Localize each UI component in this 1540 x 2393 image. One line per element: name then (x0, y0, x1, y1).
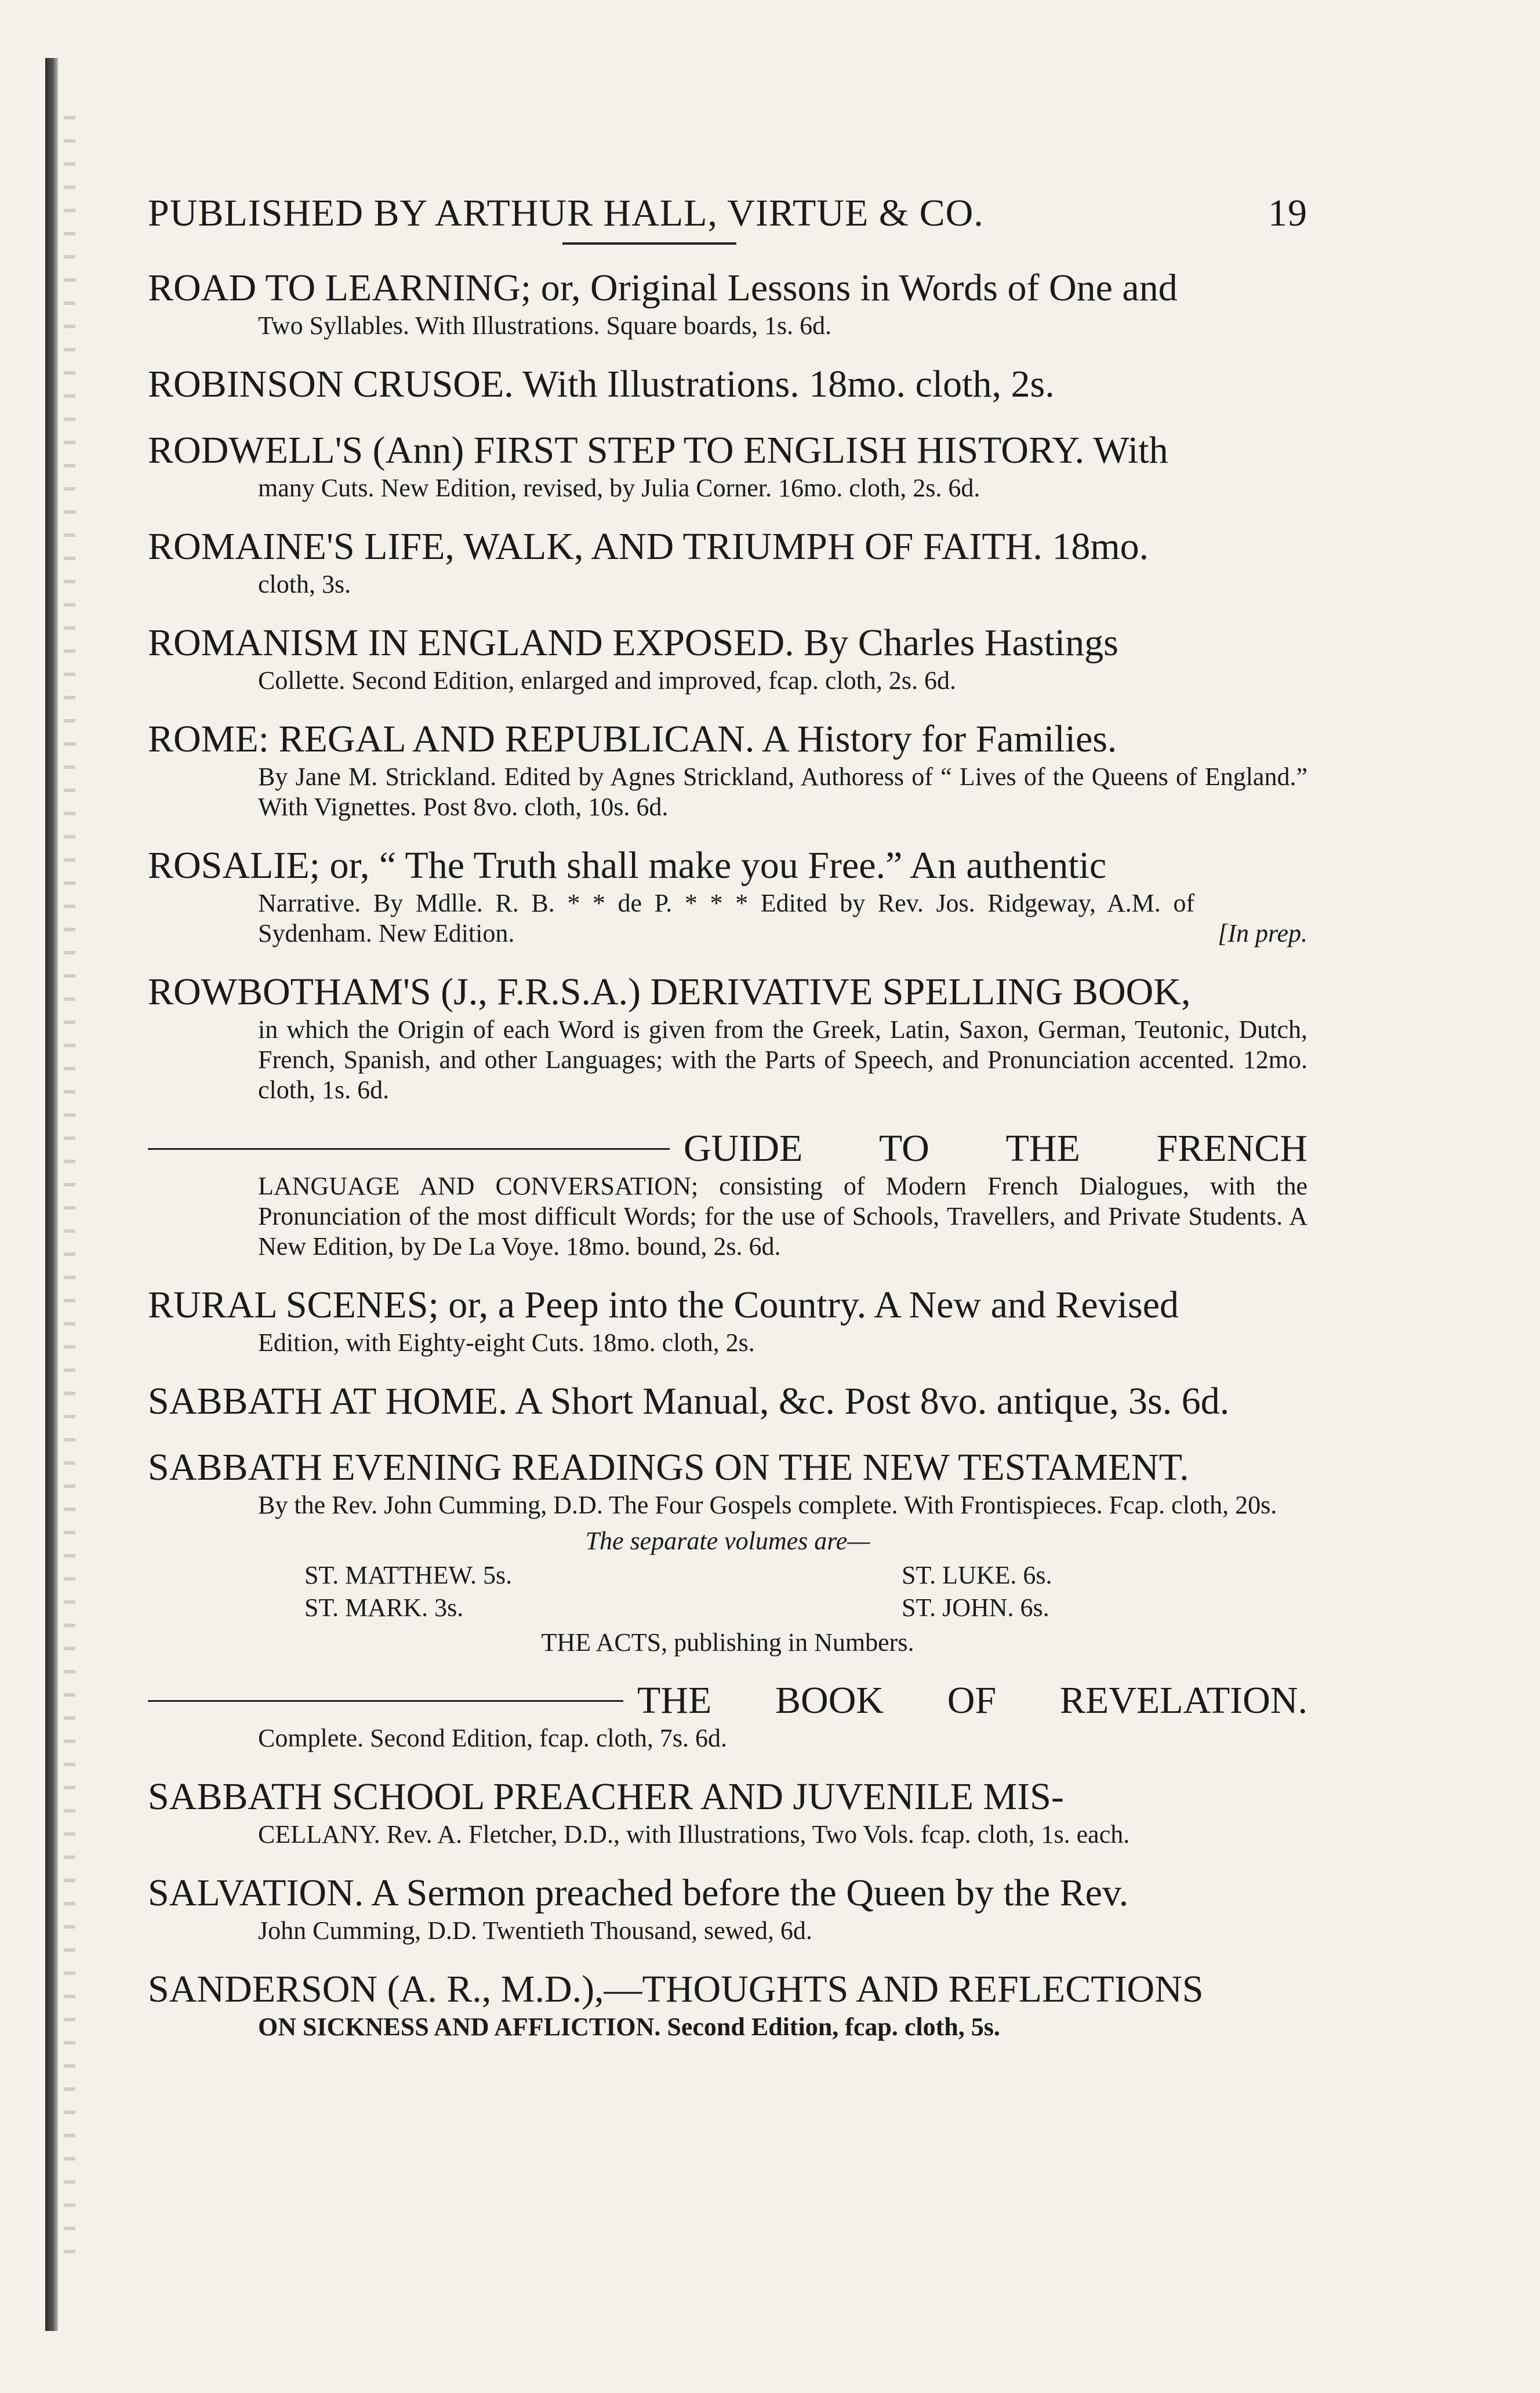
heading-word: THE (1005, 1127, 1080, 1170)
volume-item: ST. MATTHEW. 5s. (304, 1561, 513, 1589)
entry-details: John Cumming, D.D. Twentieth Thousand, sewed, 6d. (258, 1916, 812, 1945)
catalogue-entry (148, 1283, 1307, 1358)
heading-word: TO (879, 1127, 929, 1170)
entry-heading (637, 1678, 1307, 1723)
entry-details: CELLANY. Rev. A. Fletcher, D.D., with Illustrations, Two Vols. fcap. cloth, 1s. each. (258, 1820, 1130, 1849)
entry-heading: ROMANISM IN ENGLAND EXPOSED. By Charles Hastings (148, 622, 1118, 664)
heading-word: FRENCH (1156, 1127, 1307, 1170)
catalogue-entry (148, 969, 1307, 1105)
catalogue-entry (148, 362, 1307, 407)
catalogue-entry (148, 1967, 1307, 2042)
entry-heading: ROBINSON CRUSOE. With Illustrations. 18mo. cloth, 2s. (148, 363, 1055, 405)
entry-heading: SABBATH EVENING READINGS ON THE NEW TESTAMENT. (148, 1446, 1189, 1488)
volume-item: ST. JOHN. 6s. (902, 1593, 1049, 1622)
entry-heading: ROME: REGAL AND REPUBLICAN. A History for Families. (148, 718, 1117, 760)
volumes-list (148, 1559, 1307, 1624)
catalogue-entry (148, 524, 1307, 600)
header-title: PUBLISHED BY ARTHUR HALL, VIRTUE & CO. (148, 192, 984, 234)
entry-heading: ROMAINE'S LIFE, WALK, AND TRIUMPH OF FAITH. 18mo. (148, 525, 1149, 568)
volumes-note: The separate volumes are— (585, 1527, 870, 1555)
entry-heading: SALVATION. A Sermon preached before the Queen by the Rev. (148, 1872, 1129, 1914)
entry-heading: SABBATH AT HOME. A Short Manual, &c. Post 8vo. antique, 3s. 6d. (148, 1380, 1230, 1422)
entry-details: By the Rev. John Cumming, D.D. The Four Gospels complete. With Frontispieces. Fcap. cloth, 20s. (258, 1491, 1277, 1519)
entry-details: Two Syllables. With Illustrations. Square boards, 1s. 6d. (258, 311, 832, 340)
ditto-heading (148, 1678, 1307, 1723)
volume-item: ST. LUKE. 6s. (902, 1561, 1052, 1589)
entry-details: Collette. Second Edition, enlarged and improved, fcap. cloth, 2s. 6d. (258, 666, 957, 695)
catalogue-entry-french-guide (148, 1126, 1307, 1262)
running-header (148, 191, 1307, 235)
entry-heading: ROAD TO LEARNING; or, Original Lessons in Words of One and (148, 267, 1178, 309)
heading-word: OF (947, 1679, 997, 1722)
page-number: 19 (1268, 192, 1307, 234)
heading-word: REVELATION. (1059, 1679, 1307, 1722)
entry-details: in which the Origin of each Word is given from the Greek, Latin, Saxon, German, Teutonic, Dutch, French, Spanish, and other Languages; with the Parts of Speech, and Pronunciation accented. 12mo. cloth, 1s. 6d. (258, 1015, 1307, 1104)
book-spine-shadow (45, 58, 58, 2331)
entry-details: ON SICKNESS AND AFFLICTION. Second Edition, fcap. cloth, 5s. (258, 2013, 1000, 2041)
heading-word: THE (637, 1679, 712, 1722)
ditto-rule (148, 1700, 623, 1702)
entry-details: cloth, 3s. (258, 570, 351, 598)
heading-word: GUIDE (684, 1127, 803, 1170)
catalogue-entry (148, 1774, 1307, 1850)
catalogue-entry (148, 1379, 1307, 1424)
in-prep-note: [In prep. (1218, 919, 1307, 947)
entry-details: Edition, with Eighty-eight Cuts. 18mo. cloth, 2s. (258, 1328, 755, 1357)
entry-heading: ROSALIE; or, “ The Truth shall make you Free.” An authentic (148, 844, 1107, 887)
entry-heading: ROWBOTHAM'S (J., F.R.S.A.) DERIVATIVE SPELLING BOOK, (148, 971, 1191, 1013)
header-rule (562, 242, 736, 245)
entry-details: Narrative. By Mdlle. R. B. * * de P. * * * Edited by Rev. Jos. Ridgeway, A.M. of Sydenham. New Edition. (258, 889, 1195, 947)
page-edge-texture (64, 116, 75, 2261)
entry-details-row (148, 888, 1307, 949)
entry-heading: RURAL SCENES; or, a Peep into the Country. A New and Revised (148, 1284, 1179, 1326)
entry-heading: SANDERSON (A. R., M.D.),—THOUGHTS AND REFLECTIONS (148, 1968, 1204, 2010)
catalogue-entry (148, 1871, 1307, 1946)
catalogue-entry-revelation (148, 1678, 1307, 1753)
entry-details: By Jane M. Strickland. Edited by Agnes Strickland, Authoress of “ Lives of the Queens of England.” With Vignettes. Post 8vo. cloth, 10s. 6d. (258, 762, 1307, 821)
catalogue-entry (148, 266, 1307, 341)
entry-details: many Cuts. New Edition, revised, by Julia Corner. 16mo. cloth, 2s. 6d. (258, 474, 980, 502)
catalogue-entry (148, 843, 1307, 949)
entry-details: Complete. Second Edition, fcap. cloth, 7s. 6d. (258, 1724, 727, 1752)
entry-heading (684, 1126, 1307, 1171)
catalogue-entry (148, 620, 1307, 696)
ditto-heading (148, 1126, 1307, 1171)
ditto-rule (148, 1148, 670, 1150)
catalogue-page (148, 191, 1307, 2042)
entry-heading: SABBATH SCHOOL PREACHER AND JUVENILE MIS- (148, 1775, 1064, 1818)
catalogue-entry (148, 717, 1307, 822)
catalogue-entry (148, 1445, 1307, 1657)
entry-heading: RODWELL'S (Ann) FIRST STEP TO ENGLISH HISTORY. With (148, 429, 1168, 471)
catalogue-entry (148, 428, 1307, 503)
entry-details: LANGUAGE AND CONVERSATION; consisting of Modern French Dialogues, with the Pronunciation of the most difficult Words; for the use of Schools, Travellers, and Private Students. A New Edition, by De La Voye. 18mo. bound, 2s. 6d. (258, 1172, 1307, 1261)
heading-word: BOOK (775, 1679, 884, 1722)
volume-item: ST. MARK. 3s. (304, 1593, 464, 1622)
acts-note: THE ACTS, publishing in Numbers. (541, 1628, 914, 1657)
